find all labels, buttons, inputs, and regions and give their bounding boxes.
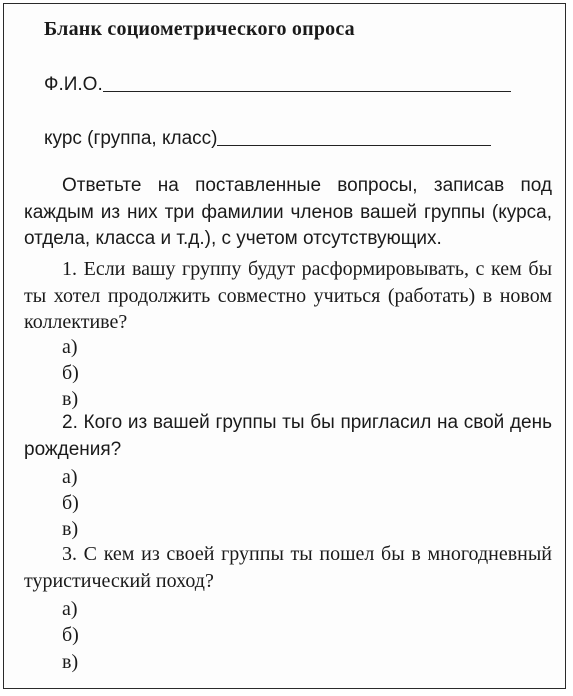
form-title: Бланк социометрического опроса bbox=[44, 18, 355, 40]
course-label: курс (группа, класс) bbox=[44, 128, 218, 149]
question-3-option-b[interactable]: б) bbox=[62, 624, 79, 646]
instructions-text: Ответьте на поставленные вопросы, записав под каждым из них три фамилии членов вашей группы (курса, отдела, класса и т.д.), с учетом отсутствующих. bbox=[24, 175, 552, 249]
question-3-text: 3. С кем из своей группы ты пошел бы в многодневный туристический поход? bbox=[24, 543, 552, 592]
question-1-option-b[interactable]: б) bbox=[62, 362, 79, 384]
fio-field[interactable] bbox=[44, 74, 511, 96]
question-2-option-a[interactable]: а) bbox=[62, 466, 78, 488]
question-2-text: 2. Кого из вашей группы ты бы пригласил на свой день рождения? bbox=[24, 412, 552, 460]
question-3-option-c[interactable]: в) bbox=[62, 651, 79, 673]
question-3-option-a[interactable]: а) bbox=[62, 598, 78, 620]
question-1-option-c[interactable]: в) bbox=[62, 388, 79, 410]
course-input-line[interactable] bbox=[217, 144, 491, 146]
question-1-option-a[interactable]: а) bbox=[62, 336, 78, 358]
question-1-text: 1. Если вашу группу будут расформировывать, с кем бы ты хотел продолжить совместно учиться (работать) в новом коллективе? bbox=[24, 258, 552, 333]
question-2-option-b[interactable]: б) bbox=[62, 492, 79, 514]
fio-label: Ф.И.О. bbox=[44, 74, 103, 95]
fio-input-line[interactable] bbox=[103, 90, 511, 92]
course-field[interactable] bbox=[44, 128, 491, 150]
question-2-option-c[interactable]: в) bbox=[62, 518, 79, 540]
